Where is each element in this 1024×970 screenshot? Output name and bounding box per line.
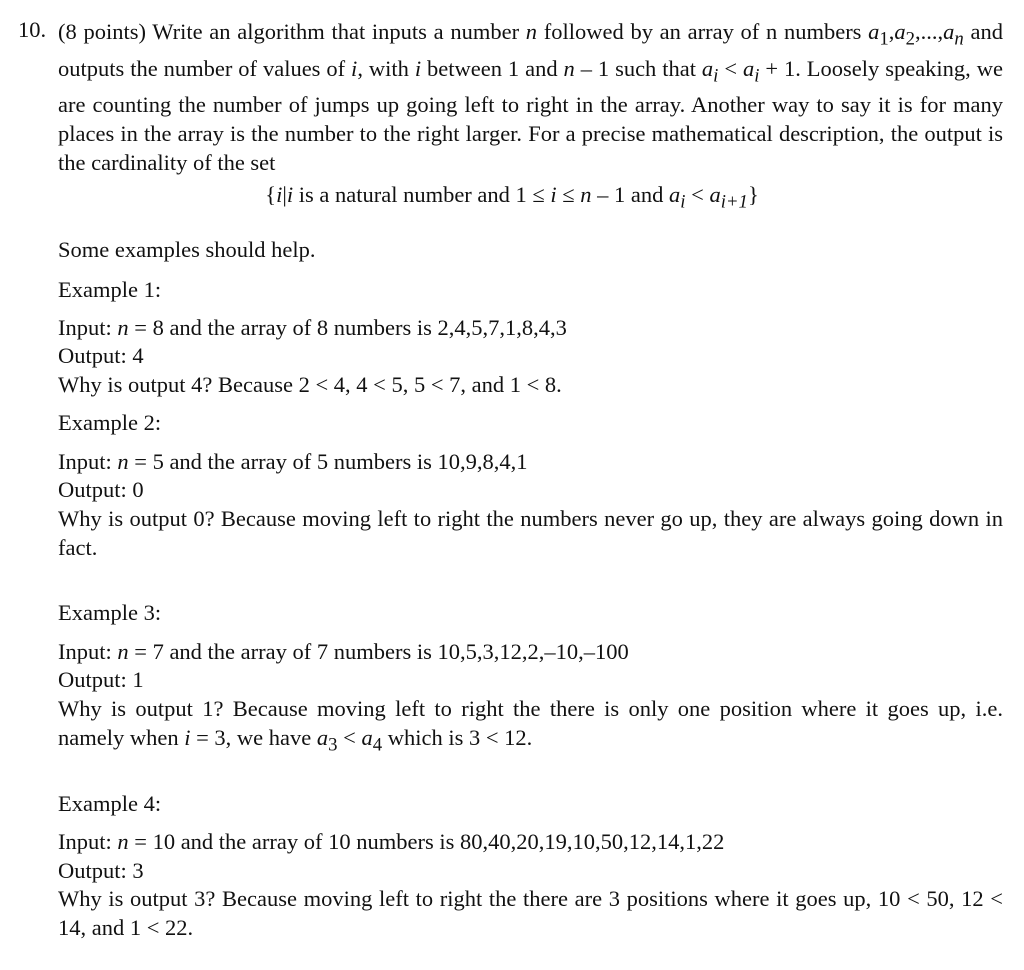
example-4-output: Output: 3 — [58, 858, 144, 883]
example-2-heading: Example 2: — [58, 410, 162, 435]
example-1-explanation: Why is output 4? Because 2 < 4, 4 < 5, 5 < 7, and 1 < 8. — [58, 372, 562, 397]
example-2-output: Output: 0 — [58, 477, 144, 502]
example-3-input: Input: n = 7 and the array of 7 numbers is 10,5,3,12,2,–10,–100 — [58, 639, 629, 664]
example-3-heading: Example 3: — [58, 600, 162, 625]
example-3-output: Output: 1 — [58, 667, 144, 692]
example-4-explanation: Why is output 3? Because moving left to right the there are 3 positions where it goes up, 10 < 50, 12 < 14, and 1 < 22. — [58, 886, 1003, 940]
set-definition: {i|i is a natural number and 1 ≤ i ≤ n – 1 and $a_i < a_{i+1}$} — [265, 182, 759, 213]
example-4-heading: Example 4: — [58, 791, 162, 816]
example-1-heading: Example 1: — [58, 277, 162, 302]
example-2-explanation: Why is output 0? Because moving left to right the numbers never go up, they are always going down in fact. — [58, 506, 1003, 560]
problem-number: 10. — [18, 17, 47, 42]
points-label: (8 points) — [58, 19, 146, 44]
problem-statement: (8 points) Write an algorithm that inputs a number n followed by an array of n numbers $a_1,a_2,...,a_n$ and outputs the number of values of i, with i between 1 and n – 1 such that $a_i < a_i + 1$. Loosely speaking, we are counting the number of jumps up going left to right in the array. Another way to say it is for many places in the array is the number to the right larger. For a precise mathematical description, the output is the cardinality of the set — [58, 19, 1003, 175]
examples-intro: Some examples should help. — [58, 237, 316, 262]
example-3-explanation: Why is output 1? Because moving left to right the there is only one position where it goes up, i.e. namely when i = 3, we have $a_3 < a_4$ which is 3 < 12. — [58, 696, 1003, 756]
example-4-input: Input: n = 10 and the array of 10 numbers is 80,40,20,19,10,50,12,14,1,22 — [58, 829, 725, 854]
example-1-input: Input: n = 8 and the array of 8 numbers is 2,4,5,7,1,8,4,3 — [58, 315, 567, 340]
example-1-output: Output: 4 — [58, 343, 144, 368]
example-2-input: Input: n = 5 and the array of 5 numbers is 10,9,8,4,1 — [58, 449, 528, 474]
